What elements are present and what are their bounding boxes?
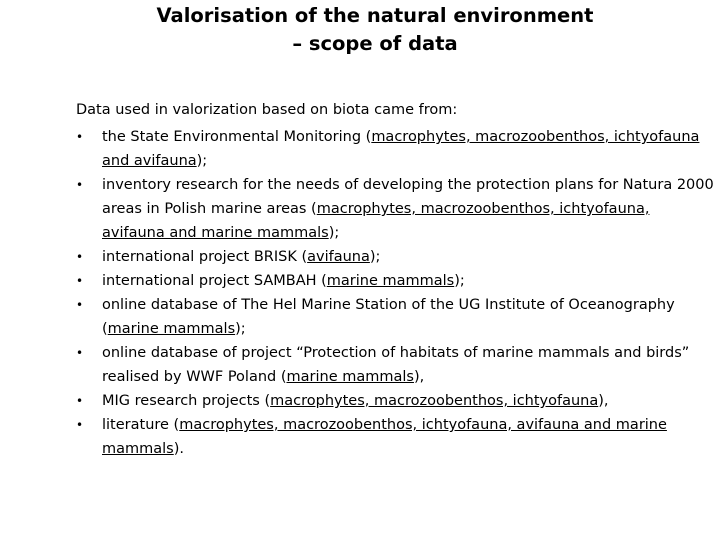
item-prefix: online database of project “Protection of habitats of marine mammals and birds” realised by WWF Poland ( xyxy=(102,345,690,385)
item-prefix: MIG research projects ( xyxy=(102,393,271,409)
item-prefix: online database of The Hel Marine Station of the UG Institute of Oceanography ( xyxy=(102,297,675,337)
bullet-icon: • xyxy=(76,298,84,312)
page-title xyxy=(80,2,670,58)
item-suffix: ); xyxy=(235,321,246,337)
item-underlined: avifauna xyxy=(307,249,370,265)
item-underlined: marine mammals xyxy=(107,321,236,337)
item-underlined: marine mammals xyxy=(286,369,414,385)
bullet-icon: • xyxy=(76,394,84,408)
list-item xyxy=(76,293,716,341)
title-line-2: – scope of data xyxy=(292,32,458,55)
bullet-icon: • xyxy=(76,346,84,360)
intro-text: Data used in valorization based on biota came from: xyxy=(76,102,458,118)
bullet-icon: • xyxy=(76,250,84,264)
item-prefix: international project SAMBAH ( xyxy=(102,273,327,289)
data-source-list xyxy=(76,125,716,461)
item-prefix: inventory research for the needs of developing the protection plans for Natura 2000 areas in Polish marine areas ( xyxy=(102,177,714,217)
item-prefix: international project BRISK ( xyxy=(102,249,308,265)
item-suffix: ). xyxy=(173,441,185,457)
item-suffix: ); xyxy=(369,249,381,265)
list-item xyxy=(76,173,716,245)
item-underlined: macrophytes, macrozoobenthos, ichtyofauna and avifauna xyxy=(102,129,700,169)
content-body xyxy=(76,98,716,461)
list-item xyxy=(76,269,716,293)
title-line-1: Valorisation of the natural environment xyxy=(156,4,594,27)
item-underlined: macrophytes, macrozoobenthos, ichtyofauna xyxy=(270,393,599,409)
item-underlined: macrophytes, macrozoobenthos, ichtyofauna, avifauna and marine mammals xyxy=(102,417,667,457)
list-item xyxy=(76,245,716,269)
item-suffix: ), xyxy=(413,369,425,385)
item-prefix: the State Environmental Monitoring ( xyxy=(102,129,372,145)
bullet-icon: • xyxy=(76,130,84,144)
item-suffix: ); xyxy=(196,153,208,169)
item-suffix: ), xyxy=(598,393,609,409)
item-suffix: ); xyxy=(454,273,465,289)
bullet-icon: • xyxy=(76,274,84,288)
list-item xyxy=(76,341,716,389)
item-underlined: marine mammals xyxy=(326,273,455,289)
bullet-icon: • xyxy=(76,418,84,432)
list-item xyxy=(76,389,716,413)
item-prefix: literature ( xyxy=(102,417,180,433)
list-item xyxy=(76,125,716,173)
item-underlined: macrophytes, macrozoobenthos, ichtyofauna, avifauna and marine mammals xyxy=(102,201,650,241)
list-item xyxy=(76,413,716,461)
bullet-icon: • xyxy=(76,178,84,192)
item-suffix: ); xyxy=(328,225,340,241)
